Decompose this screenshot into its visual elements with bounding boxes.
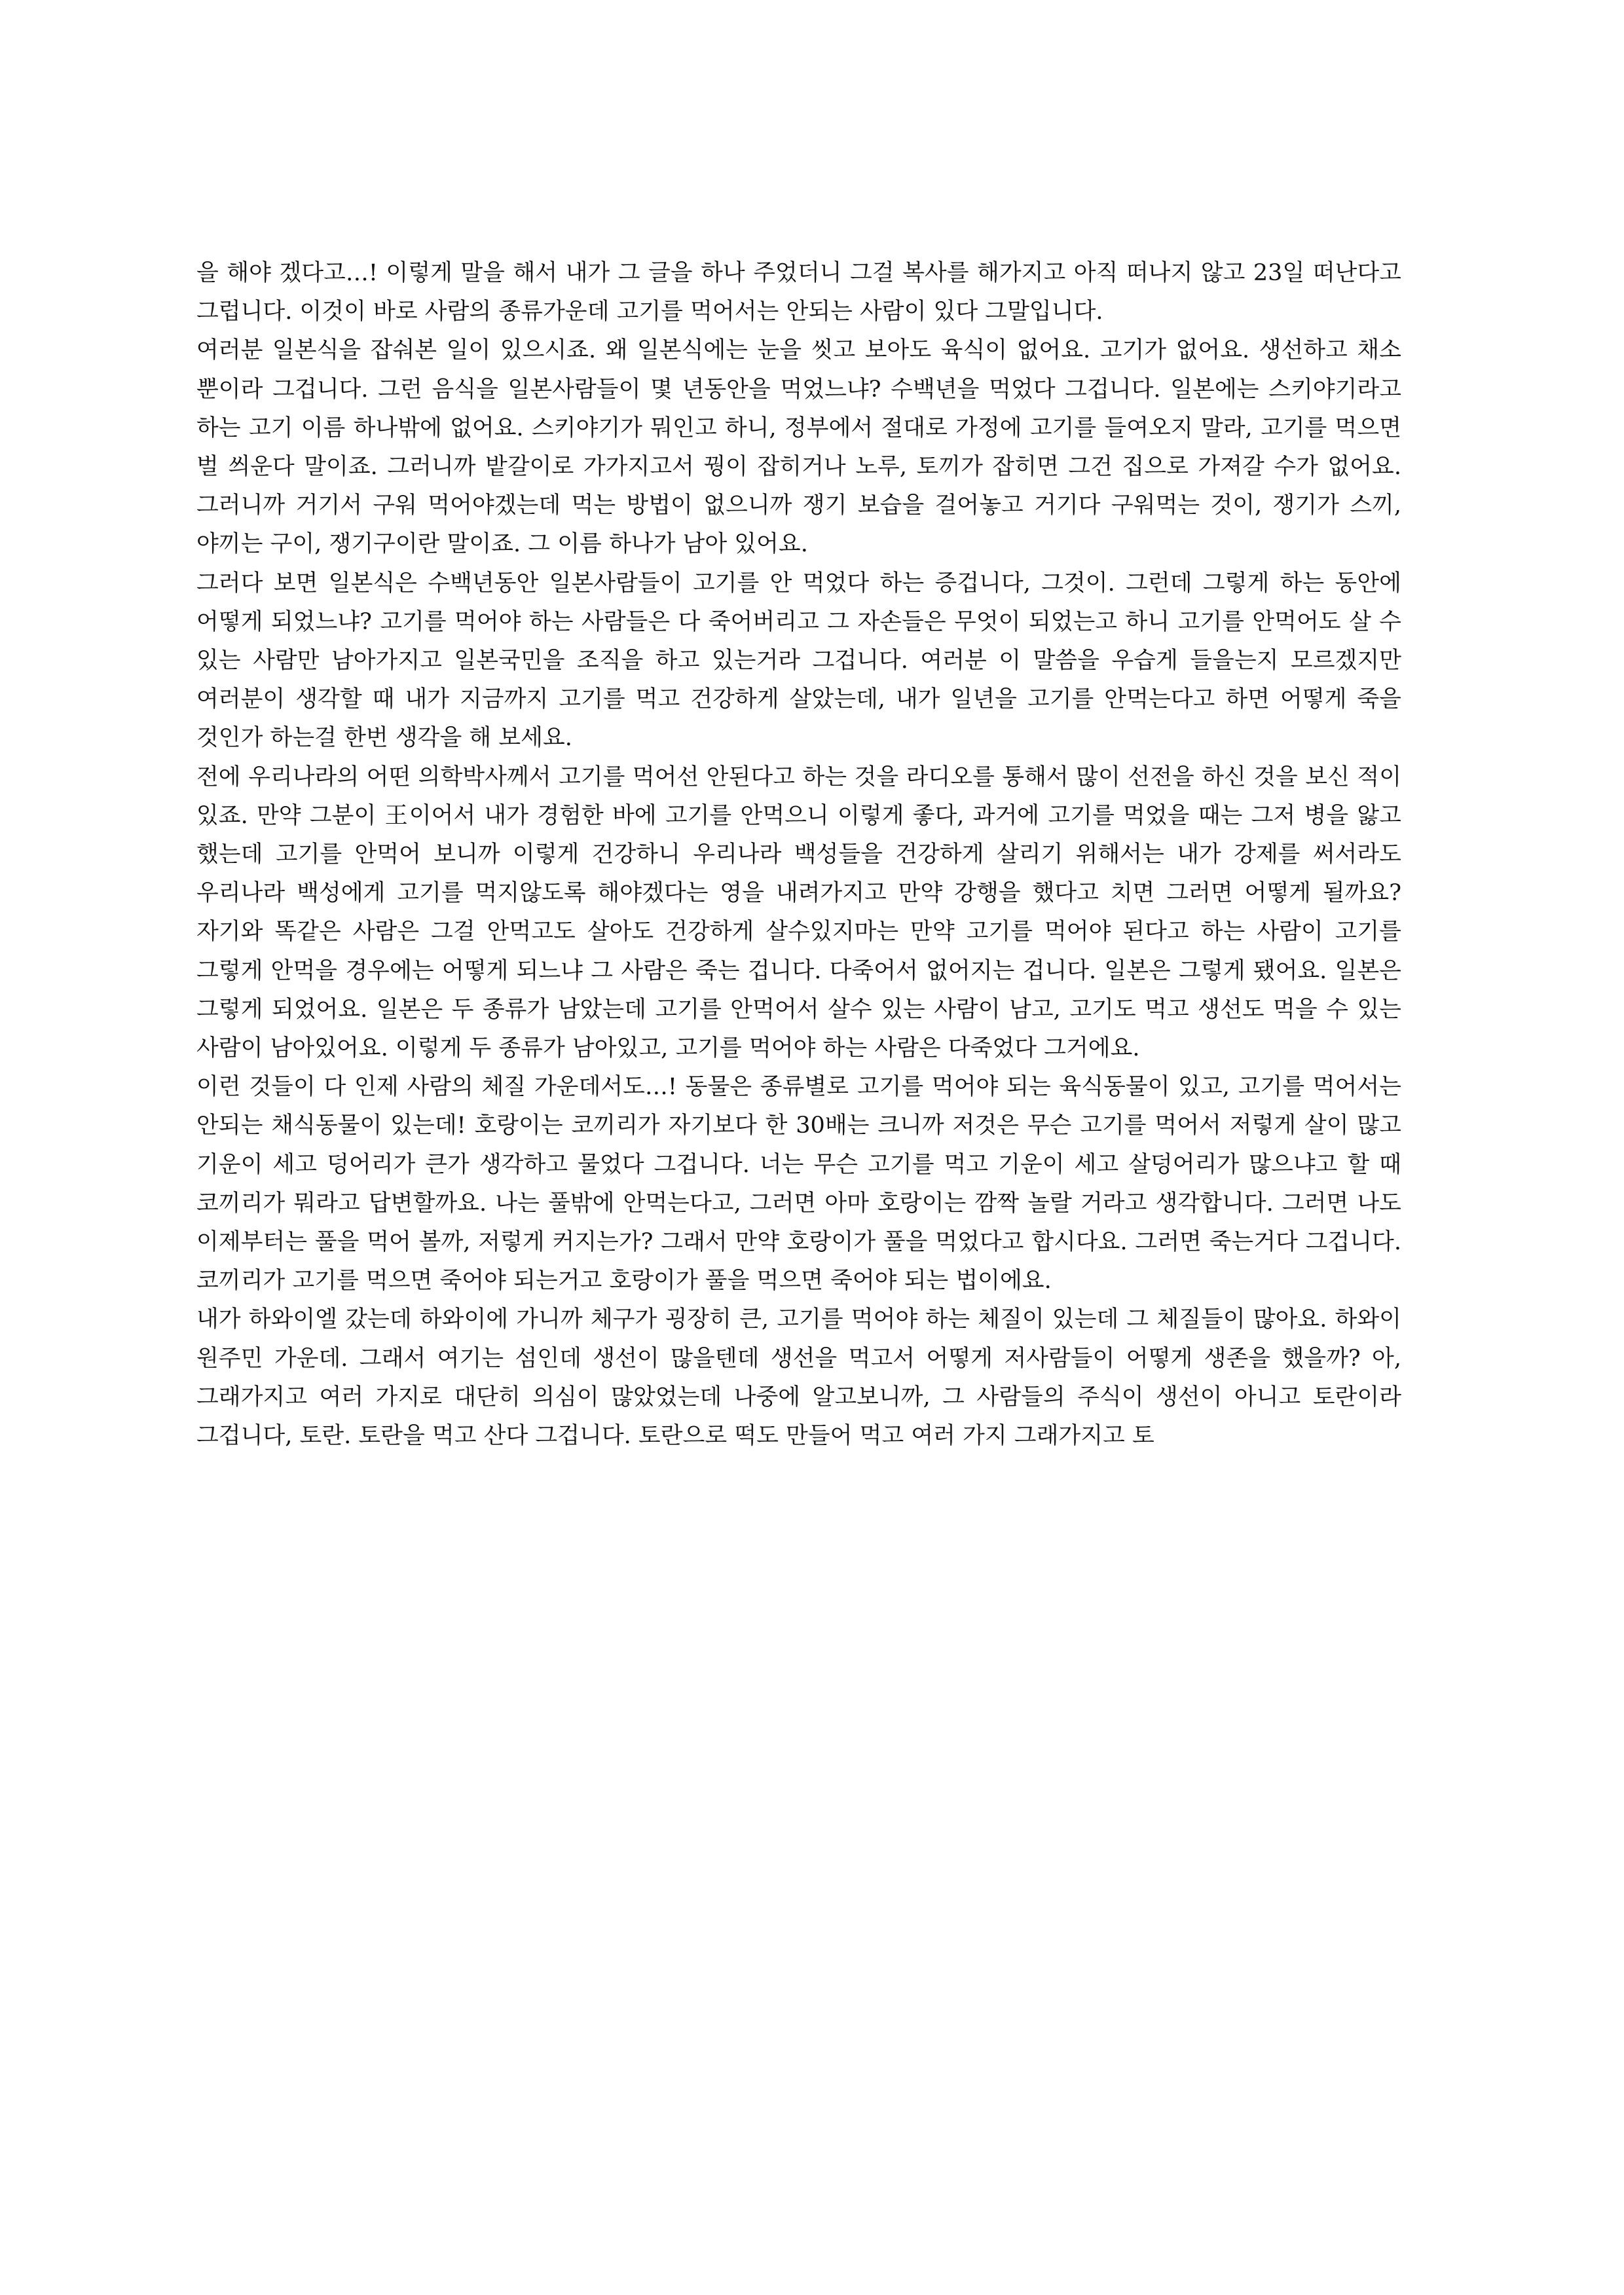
paragraph-2: 여러분 일본식을 잡숴본 일이 있으시죠. 왜 일본식에는 눈을 씻고 보아도 육식이 없어요. 고기가 없어요. 생선하고 채소 뿐이라 그겁니다. 그런 음식을 일본사람들이 몇 년동안을 먹었느냐? 수백년을 먹었다 그겁니다. 일본에는 스키야기라고 하는 고기 이름 하나밖에 없어요. 스키야기가 뭐인고 하니, 정부에서 절대로 가정에 고기를 들여오지 말라, 고기를 먹으면 벌 씌운다 말이죠. 그러니까 밭갈이로 가가지고서 꿩이 잡히거나 노루, 토끼가 잡히면 그건 집으로 가져갈 수가 없어요. 그러니까 거기서 구워 먹어야겠는데 먹는 방법이 없으니까 쟁기 보습을 걸어놓고 거기다 구워먹는 것이, 쟁기가 스끼, 야끼는 구이, 쟁기구이란 말이죠. 그 이름 하나가 남아 있어요. [196,337,1401,558]
paragraph-1: 을 해야 겠다고…! 이렇게 말을 해서 내가 그 글을 하나 주었더니 그걸 복사를 해가지고 아직 떠나지 않고 23일 떠난다고 그럽니다. 이것이 바로 사람의 종류가운데 고기를 먹어서는 안되는 사람이 있다 그말입니다. [196,260,1401,325]
body-text [196,254,1401,1456]
paragraph-3: 그러다 보면 일본식은 수백년동안 일본사람들이 고기를 안 먹었다 하는 증겁니다, 그것이. 그런데 그렇게 하는 동안에 어떻게 되었느냐? 고기를 먹어야 하는 사람들은 다 죽어버리고 그 자손들은 무엇이 되었는고 하니 고기를 안먹어도 살 수 있는 사람만 남아가지고 일본국민을 조직을 하고 있는거라 그겁니다. 여러분 이 말씀을 우습게 들을는지 모르겠지만 여러분이 생각할 때 내가 지금까지 고기를 먹고 건강하게 살았는데, 내가 일년을 고기를 안먹는다고 하면 어떻게 죽을 것인가 하는걸 한번 생각을 해 보세요. [196,570,1401,752]
paragraph-4: 전에 우리나라의 어떤 의학박사께서 고기를 먹어선 안된다고 하는 것을 라디오를 통해서 많이 선전을 하신 것을 보신 적이 있죠. 만약 그분이 王이어서 내가 경험한 바에 고기를 안먹으니 이렇게 좋다, 과거에 고기를 먹었을 때는 그저 병을 앓고 했는데 고기를 안먹어 보니까 이렇게 건강하니 우리나라 백성들을 건강하게 살리기 위해서는 내가 강제를 써서라도 우리나라 백성에게 고기를 먹지않도록 해야겠다는 영을 내려가지고 만약 강행을 했다고 치면 그러면 어떻게 될까요? 자기와 똑같은 사람은 그걸 안먹고도 살아도 건강하게 살수있지마는 만약 고기를 먹어야 된다고 하는 사람이 고기를 그렇게 안먹을 경우에는 어떻게 되느냐 그 사람은 죽는 겁니다. 다죽어서 없어지는 겁니다. 일본은 그렇게 됐어요. 일본은 그렇게 되었어요. 일본은 두 종류가 남았는데 고기를 안먹어서 살수 있는 사람이 남고, 고기도 먹고 생선도 먹을 수 있는 사람이 남아있어요. 이렇게 두 종류가 남아있고, 고기를 먹어야 하는 사람은 다죽었다 그거에요. [196,763,1401,1062]
paragraph-5: 이런 것들이 다 인제 사람의 체질 가운데서도…! 동물은 종류별로 고기를 먹어야 되는 육식동물이 있고, 고기를 먹어서는 안되는 채식동물이 있는데! 호랑이는 코끼리가 자기보다 한 30배는 크니까 저것은 무슨 고기를 먹어서 저렇게 살이 많고 기운이 세고 덩어리가 큰가 생각하고 물었다 그겁니다. 너는 무슨 고기를 먹고 기운이 세고 살덩어리가 많으냐고 할 때 코끼리가 뭐라고 답변할까요. 나는 풀밖에 안먹는다고, 그러면 아마 호랑이는 깜짝 놀랄 거라고 생각합니다. 그러면 나도 이제부터는 풀을 먹어 볼까, 저렇게 커지는가? 그래서 만약 호랑이가 풀을 먹었다고 합시다요. 그러면 죽는거다 그겁니다. 코끼리가 고기를 먹으면 죽어야 되는거고 호랑이가 풀을 먹으면 죽어야 되는 법이에요. [196,1074,1401,1294]
paragraph-6: 내가 하와이엘 갔는데 하와이에 가니까 체구가 굉장히 큰, 고기를 먹어야 하는 체질이 있는데 그 체질들이 많아요. 하와이 원주민 가운데. 그래서 여기는 섬인데 생선이 많을텐데 생선을 먹고서 어떻게 저사람들이 어떻게 생존을 했을까? 아, 그래가지고 여러 가지로 대단히 의심이 많았었는데 나중에 알고보니까, 그 사람들의 주식이 생선이 아니고 토란이라 그겁니다, 토란. 토란을 먹고 산다 그겁니다. 토란으로 떡도 만들어 먹고 여러 가지 그래가지고 토 [196,1306,1401,1450]
